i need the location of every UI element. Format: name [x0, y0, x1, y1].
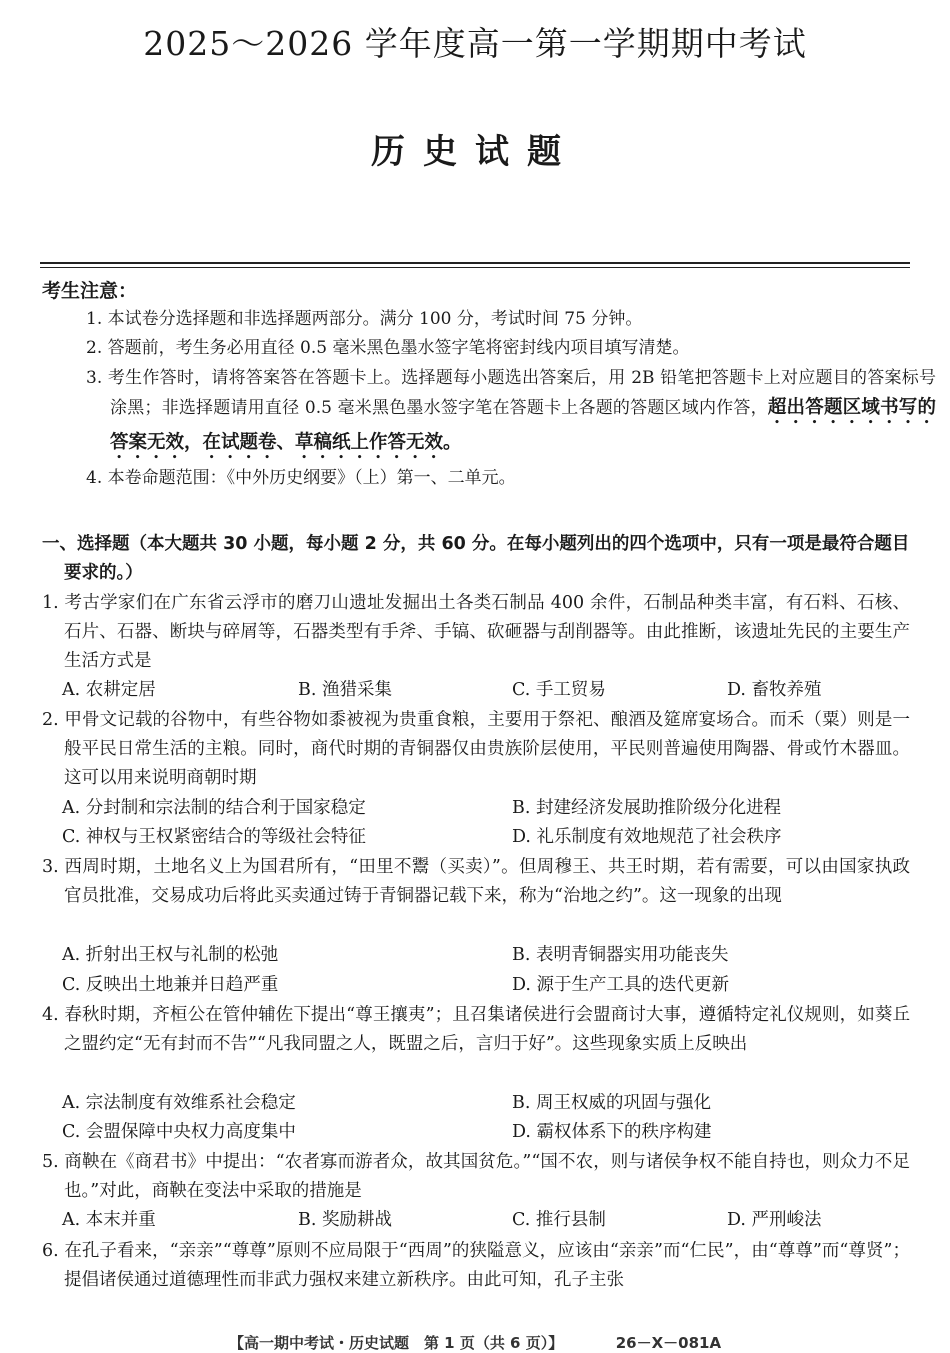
question-option: B. 封建经济发展助推阶级分化进程: [512, 798, 781, 818]
question-stem: 3. 西周时期，土地名义上为国君所有，“田里不鬻（买卖）”。但周穆王、共王时期，若有需要，可以由国家执政官员批准，交易成功后将此买卖通过铸于青铜器记载下来，称为“治地之约”。这一现象的出现: [42, 857, 910, 906]
notice-emphasis: 超出答题区域书写的答案无效，在试题卷、草稿纸上作答无效。: [110, 397, 936, 453]
question-option: D. 霸权体系下的秩序构建: [512, 1122, 712, 1142]
notice-heading: 考生注意：: [42, 280, 138, 302]
subject-title: 历史试题: [371, 132, 579, 172]
question-option: D. 礼乐制度有效地规范了社会秩序: [512, 827, 782, 847]
question-option: B. 奖励耕战: [298, 1210, 392, 1230]
question-option: C. 会盟保障中央权力高度集中: [62, 1122, 296, 1142]
question-stem: 6. 在孔子看来，“亲亲”“尊尊”原则不应局限于“西周”的狭隘意义，应该由“亲亲”而“仁民”，由“尊尊”而“尊贤”；提倡诸侯通过道德理性而非武力强权来建立新秩序。由此可知，孔子主张: [42, 1241, 910, 1290]
question-option: C. 反映出土地兼并日趋严重: [62, 975, 279, 995]
notice-item: 1. 本试卷分选择题和非选择题两部分。满分 100 分，考试时间 75 分钟。: [86, 309, 643, 329]
notice-item: 2. 答题前，考生务必用直径 0.5 毫米黑色墨水签字笔将密封线内项目填写清楚。: [86, 338, 690, 358]
question-option: C. 推行县制: [512, 1210, 606, 1230]
question-stem: 1. 考古学家们在广东省云浮市的磨刀山遗址发掘出土各类石制品 400 余件，石制品种类丰富，有石料、石核、石片、石器、断块与碎屑等，石器类型有手斧、手镐、砍砸器与刮削器等。由此推断，该遗址先民的主要生产生活方式是: [42, 593, 910, 671]
exam-title: 2025～2026 学年度高一第一学期期中考试: [143, 24, 807, 63]
question-option: D. 源于生产工具的迭代更新: [512, 975, 730, 995]
question-option: B. 表明青铜器实用功能丧失: [512, 945, 729, 965]
header-divider-thin: [40, 267, 910, 268]
question-option: D. 畜牧养殖: [727, 680, 822, 700]
question-option: A. 分封制和宗法制的结合利于国家稳定: [62, 798, 366, 818]
question-stem: 4. 春秋时期，齐桓公在管仲辅佐下提出“尊王攘夷”；且召集诸侯进行会盟商讨大事，遵循特定礼仪规则，如葵丘之盟约定“无有封而不告”“凡我同盟之人，既盟之后，言归于好”。这些现象实质上反映出: [42, 1005, 910, 1054]
question-stem: 2. 甲骨文记载的谷物中，有些谷物如黍被视为贵重食粮，主要用于祭祀、酿酒及筵席宴场合。而禾（粟）则是一般平民日常生活的主粮。同时，商代时期的青铜器仅由贵族阶层使用，平民则普遍使用陶器、骨或竹木器皿。这可以用来说明商朝时期: [42, 710, 910, 788]
question-stem: 5. 商鞅在《商君书》中提出：“农者寡而游者众，故其国贫危。”“国不农，则与诸侯争权不能自持也，则众力不足也。”对此，商鞅在变法中采取的措施是: [42, 1152, 910, 1201]
notice-item-text: 3. 考生作答时，请将答案答在答题卡上。选择题每小题选出答案后，用 2B 铅笔把答题卡上对应题目的答案标号涂黑；非选择题请用直径 0.5 毫米黑色墨水签字笔在答题卡上各题的答题区域内作答，: [86, 368, 936, 418]
question-option: C. 手工贸易: [512, 680, 606, 700]
question-option: B. 渔猎采集: [298, 680, 392, 700]
page-footer: 【高一期中考试・历史试题 第 1 页（共 6 页）】 26－X－081A: [228, 1334, 722, 1352]
section-heading: 一、选择题（本大题共 30 小题，每小题 2 分，共 60 分。在每小题列出的四个选项中，只有一项是最符合题目要求的。）: [42, 534, 910, 583]
question-option: A. 折射出王权与礼制的松弛: [62, 945, 279, 965]
question-option: A. 农耕定居: [62, 680, 156, 700]
question-option: C. 神权与王权紧密结合的等级社会特征: [62, 827, 366, 847]
question-option: D. 严刑峻法: [727, 1210, 822, 1230]
notice-item: [86, 364, 936, 463]
notice-item: 4. 本卷命题范围：《中外历史纲要》（上）第一、二单元。: [86, 468, 516, 488]
header-divider: [40, 262, 910, 264]
question-option: B. 周王权威的巩固与强化: [512, 1093, 711, 1113]
question-option: A. 本末并重: [62, 1210, 156, 1230]
question-option: A. 宗法制度有效维系社会稳定: [62, 1093, 296, 1113]
